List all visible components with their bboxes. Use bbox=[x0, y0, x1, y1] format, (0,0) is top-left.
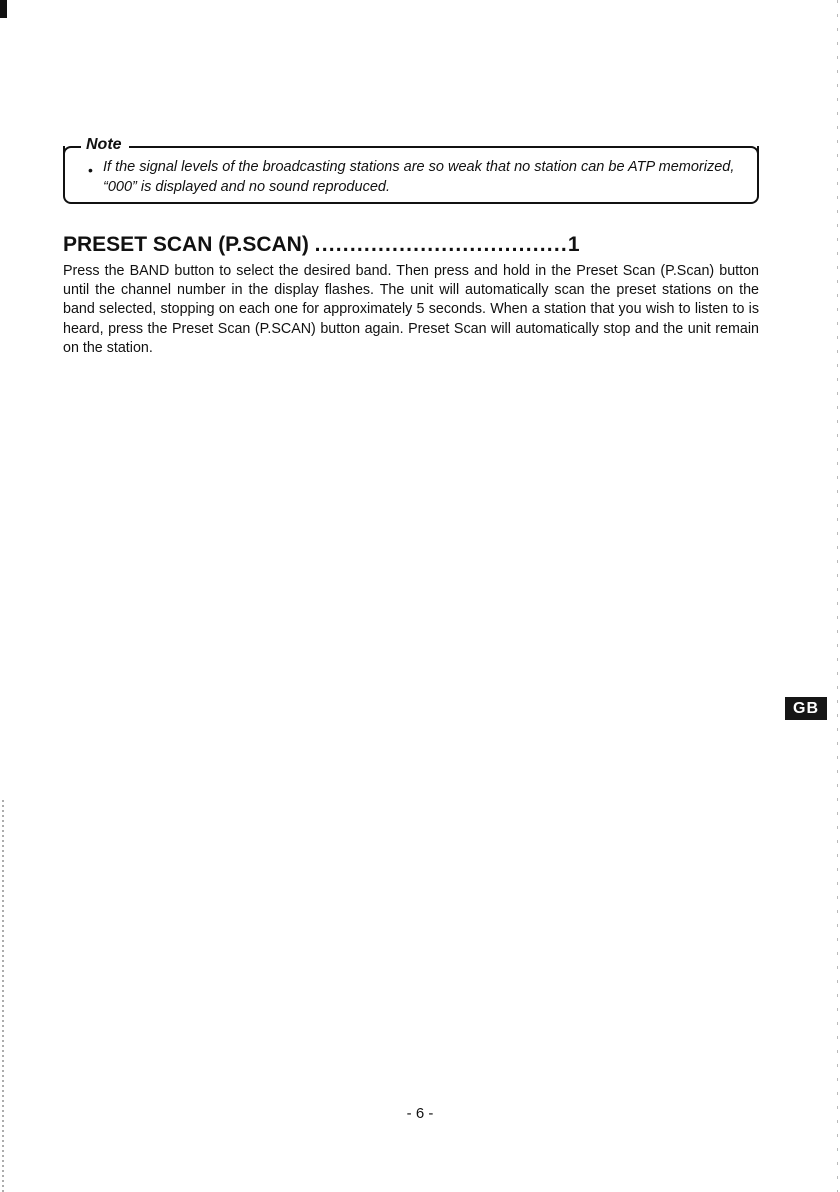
scan-edge-left bbox=[2, 800, 4, 1192]
section-heading bbox=[63, 231, 580, 259]
note-title: Note bbox=[86, 135, 126, 155]
section-body: Press the BAND button to select the desired band. Then press and hold in the Preset Scan (P.Scan) button until the channel number in the display flashes. The unit will automatically scan the preset stations on the band selected, stopping on each one for approximately 5 seconds. When a station that you wish to listen to is heard, press the Preset Scan (P.SCAN) button again. Preset Scan will automatically stop and the unit remain on the station. bbox=[63, 263, 759, 356]
section-heading-title: PRESET SCAN (P.SCAN) bbox=[63, 233, 309, 256]
note-bullet-icon: • bbox=[88, 162, 93, 178]
scan-mark bbox=[0, 0, 7, 18]
scan-edge-right bbox=[837, 0, 838, 1192]
note-text: If the signal levels of the broadcasting stations are so weak that no station can be ATP memorized, “000” is displayed and no sound reproduced. bbox=[103, 159, 735, 195]
section-heading-leader: .................................... bbox=[314, 233, 568, 256]
language-badge: GB bbox=[785, 697, 827, 720]
page-number: - 6 - bbox=[406, 1105, 434, 1122]
section-heading-page-ref: 1 bbox=[567, 233, 580, 256]
note-frame-corner bbox=[63, 146, 81, 158]
